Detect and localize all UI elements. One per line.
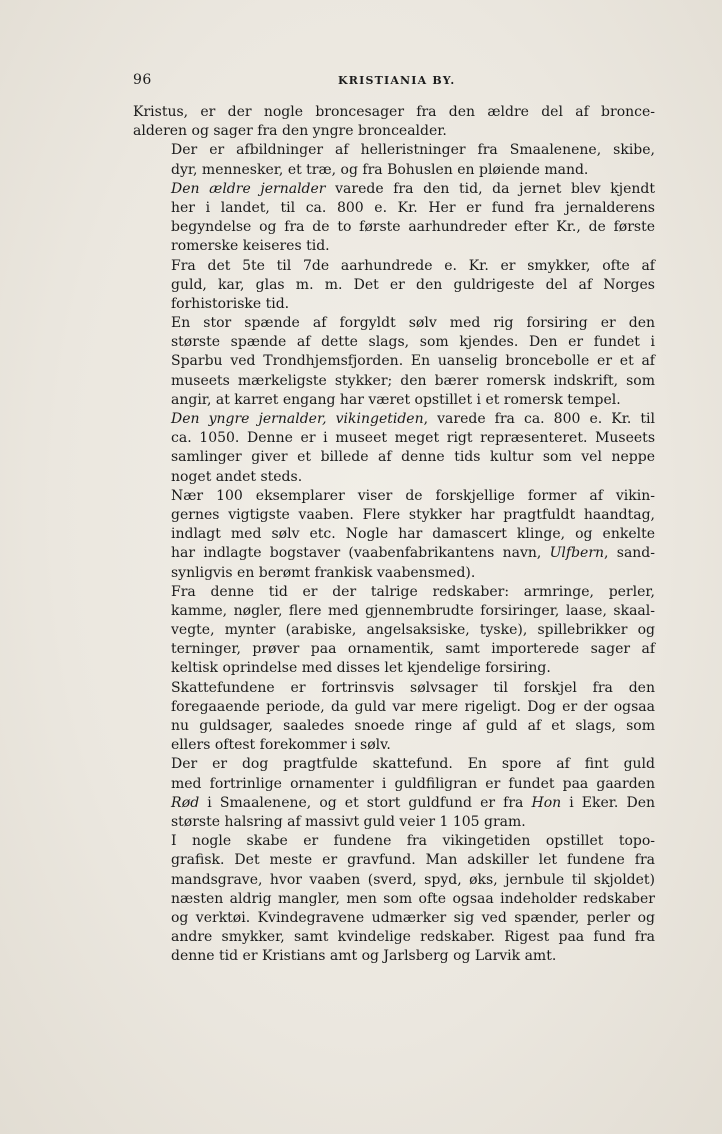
text-line: nu guldsager, saaledes snoede ringe af guld af et slags, som: [171, 718, 655, 734]
text-line: ca. 1050. Denne er i museet meget rigt repræsenteret. Museets: [171, 430, 655, 447]
paragraph: [133, 583, 655, 679]
text-line: Nær 100 eksemplarer viser de forskjellige former af vikin-: [171, 487, 655, 504]
paragraph: [133, 410, 655, 487]
text-line: har indlagte bogstaver (vaabenfabrikantens navn, Ulfbern, sand-: [171, 545, 656, 562]
body-text: [133, 103, 655, 966]
paragraph: [133, 679, 655, 756]
text-line: noget andet steds.: [171, 468, 303, 485]
text-line: her i landet, til ca. 800 e. Kr. Her er fund fra jernalderens: [171, 199, 655, 216]
text-line: samlinger giver et billede af denne tids kultur som vel neppe: [171, 449, 655, 466]
text-line: Rød i Smaalenene, og et stort guldfund er fra Hon i Eker. Den: [171, 794, 655, 811]
text-line: Der er afbildninger af helleristninger fra Smaalenene, skibe,: [171, 142, 655, 159]
text-line: indlagt med sølv etc. Nogle har damascert klinge, og enkelte: [171, 526, 655, 543]
text-line: denne tid er Kristians amt og Jarlsberg og Larvik amt.: [171, 948, 557, 965]
text-line: Fra det 5te til 7de aarhundrede e. Kr. er smykker, ofte af: [171, 257, 655, 274]
text-line: terninger, prøver paa ornamentik, samt importerede sager af: [171, 641, 655, 658]
paragraph: [133, 755, 655, 832]
text-line: vegte, mynter (arabiske, angelsaksiske, tyske), spillebrikker og: [171, 622, 655, 639]
text-line: romerske keiseres tid.: [171, 238, 330, 255]
paragraph: [133, 832, 655, 966]
text-line: Sparbu ved Trondhjemsfjorden. En uanselig broncebolle er et af: [171, 353, 655, 370]
text-line: synligvis en berømt frankisk vaabensmed).: [171, 564, 476, 581]
text-line: museets mærkeligste stykker; den bærer romersk indskrift, som: [171, 372, 655, 389]
text-line: med fortrinlige ornamenter i guldfiligran er fundet paa gaarden: [171, 775, 655, 792]
text-line: Kristus, er der nogle broncesager fra den ældre del af bronce-: [133, 104, 655, 120]
text-line: Der er dog pragtfulde skattefund. En spore af fint guld: [171, 756, 655, 773]
text-line: dyr, mennesker, et træ, og fra Bohuslen en pløiende mand.: [171, 161, 589, 178]
paragraph: [133, 103, 655, 141]
text-line: begyndelse og fra de to første aarhundreder efter Kr., de første: [171, 219, 655, 236]
text-line: forhistoriske tid.: [171, 295, 290, 312]
text-line: Skattefundene er fortrinsvis sølvsager til forskjel fra den: [171, 679, 655, 696]
text-line: Den ældre jernalder varede fra den tid, da jernet blev kjendt: [171, 180, 655, 197]
text-line: Fra denne tid er der talrige redskaber: armringe, perler,: [171, 583, 655, 600]
paragraph: [133, 487, 655, 583]
paragraph: [133, 141, 655, 179]
text-line: andre smykker, samt kvindelige redskaber. Rigest paa fund fra: [171, 929, 655, 946]
page-number: 96: [133, 72, 152, 88]
text-line: angir, at karret engang har været opstillet i et romersk tempel.: [171, 391, 621, 408]
text-line: Den yngre jernalder, vikingetiden, varede fra ca. 800 e. Kr. til: [171, 411, 656, 427]
text-line: største spænde af dette slags, som kjendes. Den er fundet i: [171, 334, 655, 351]
text-line: I nogle skabe er fundene fra vikingetiden opstillet topo-: [171, 833, 655, 850]
text-line: En stor spænde af forgyldt sølv med rig forsiring er den: [171, 315, 655, 332]
text-line: næsten aldrig mangler, men som ofte ogsaa indeholder redskaber: [171, 890, 655, 907]
text-line: kamme, nøgler, flere med gjennembrudte forsiringer, laase, skaal-: [171, 602, 655, 619]
text-line: guld, kar, glas m. m. Det er den guldrigeste del af Norges: [171, 276, 655, 293]
paragraph: [133, 257, 655, 315]
paragraph: [133, 314, 655, 410]
paragraph: [133, 180, 655, 257]
text-line: keltisk oprindelse med disses let kjendelige forsiring.: [171, 660, 551, 677]
text-line: alderen og sager fra den yngre broncealder.: [133, 123, 447, 140]
text-line: største halsring af massivt guld veier 1 105 gram.: [171, 813, 526, 830]
text-line: ellers oftest forekommer i sølv.: [171, 737, 391, 754]
text-line: foregaaende periode, da guld var mere rigeligt. Dog er der ogsaa: [171, 698, 655, 715]
text-line: grafisk. Det meste er gravfund. Man adskiller let fundene fra: [171, 852, 655, 869]
page-header: [133, 72, 655, 92]
text-line: og verktøi. Kvindegravene udmærker sig ved spænder, perler og: [171, 909, 655, 926]
text-line: gernes vigtigste vaaben. Flere stykker har pragtfuldt haandtag,: [171, 506, 655, 523]
running-head: KRISTIANIA BY.: [338, 74, 456, 87]
text-line: mandsgrave, hvor vaaben (sverd, spyd, øks, jernbule til skjoldet): [171, 871, 655, 888]
